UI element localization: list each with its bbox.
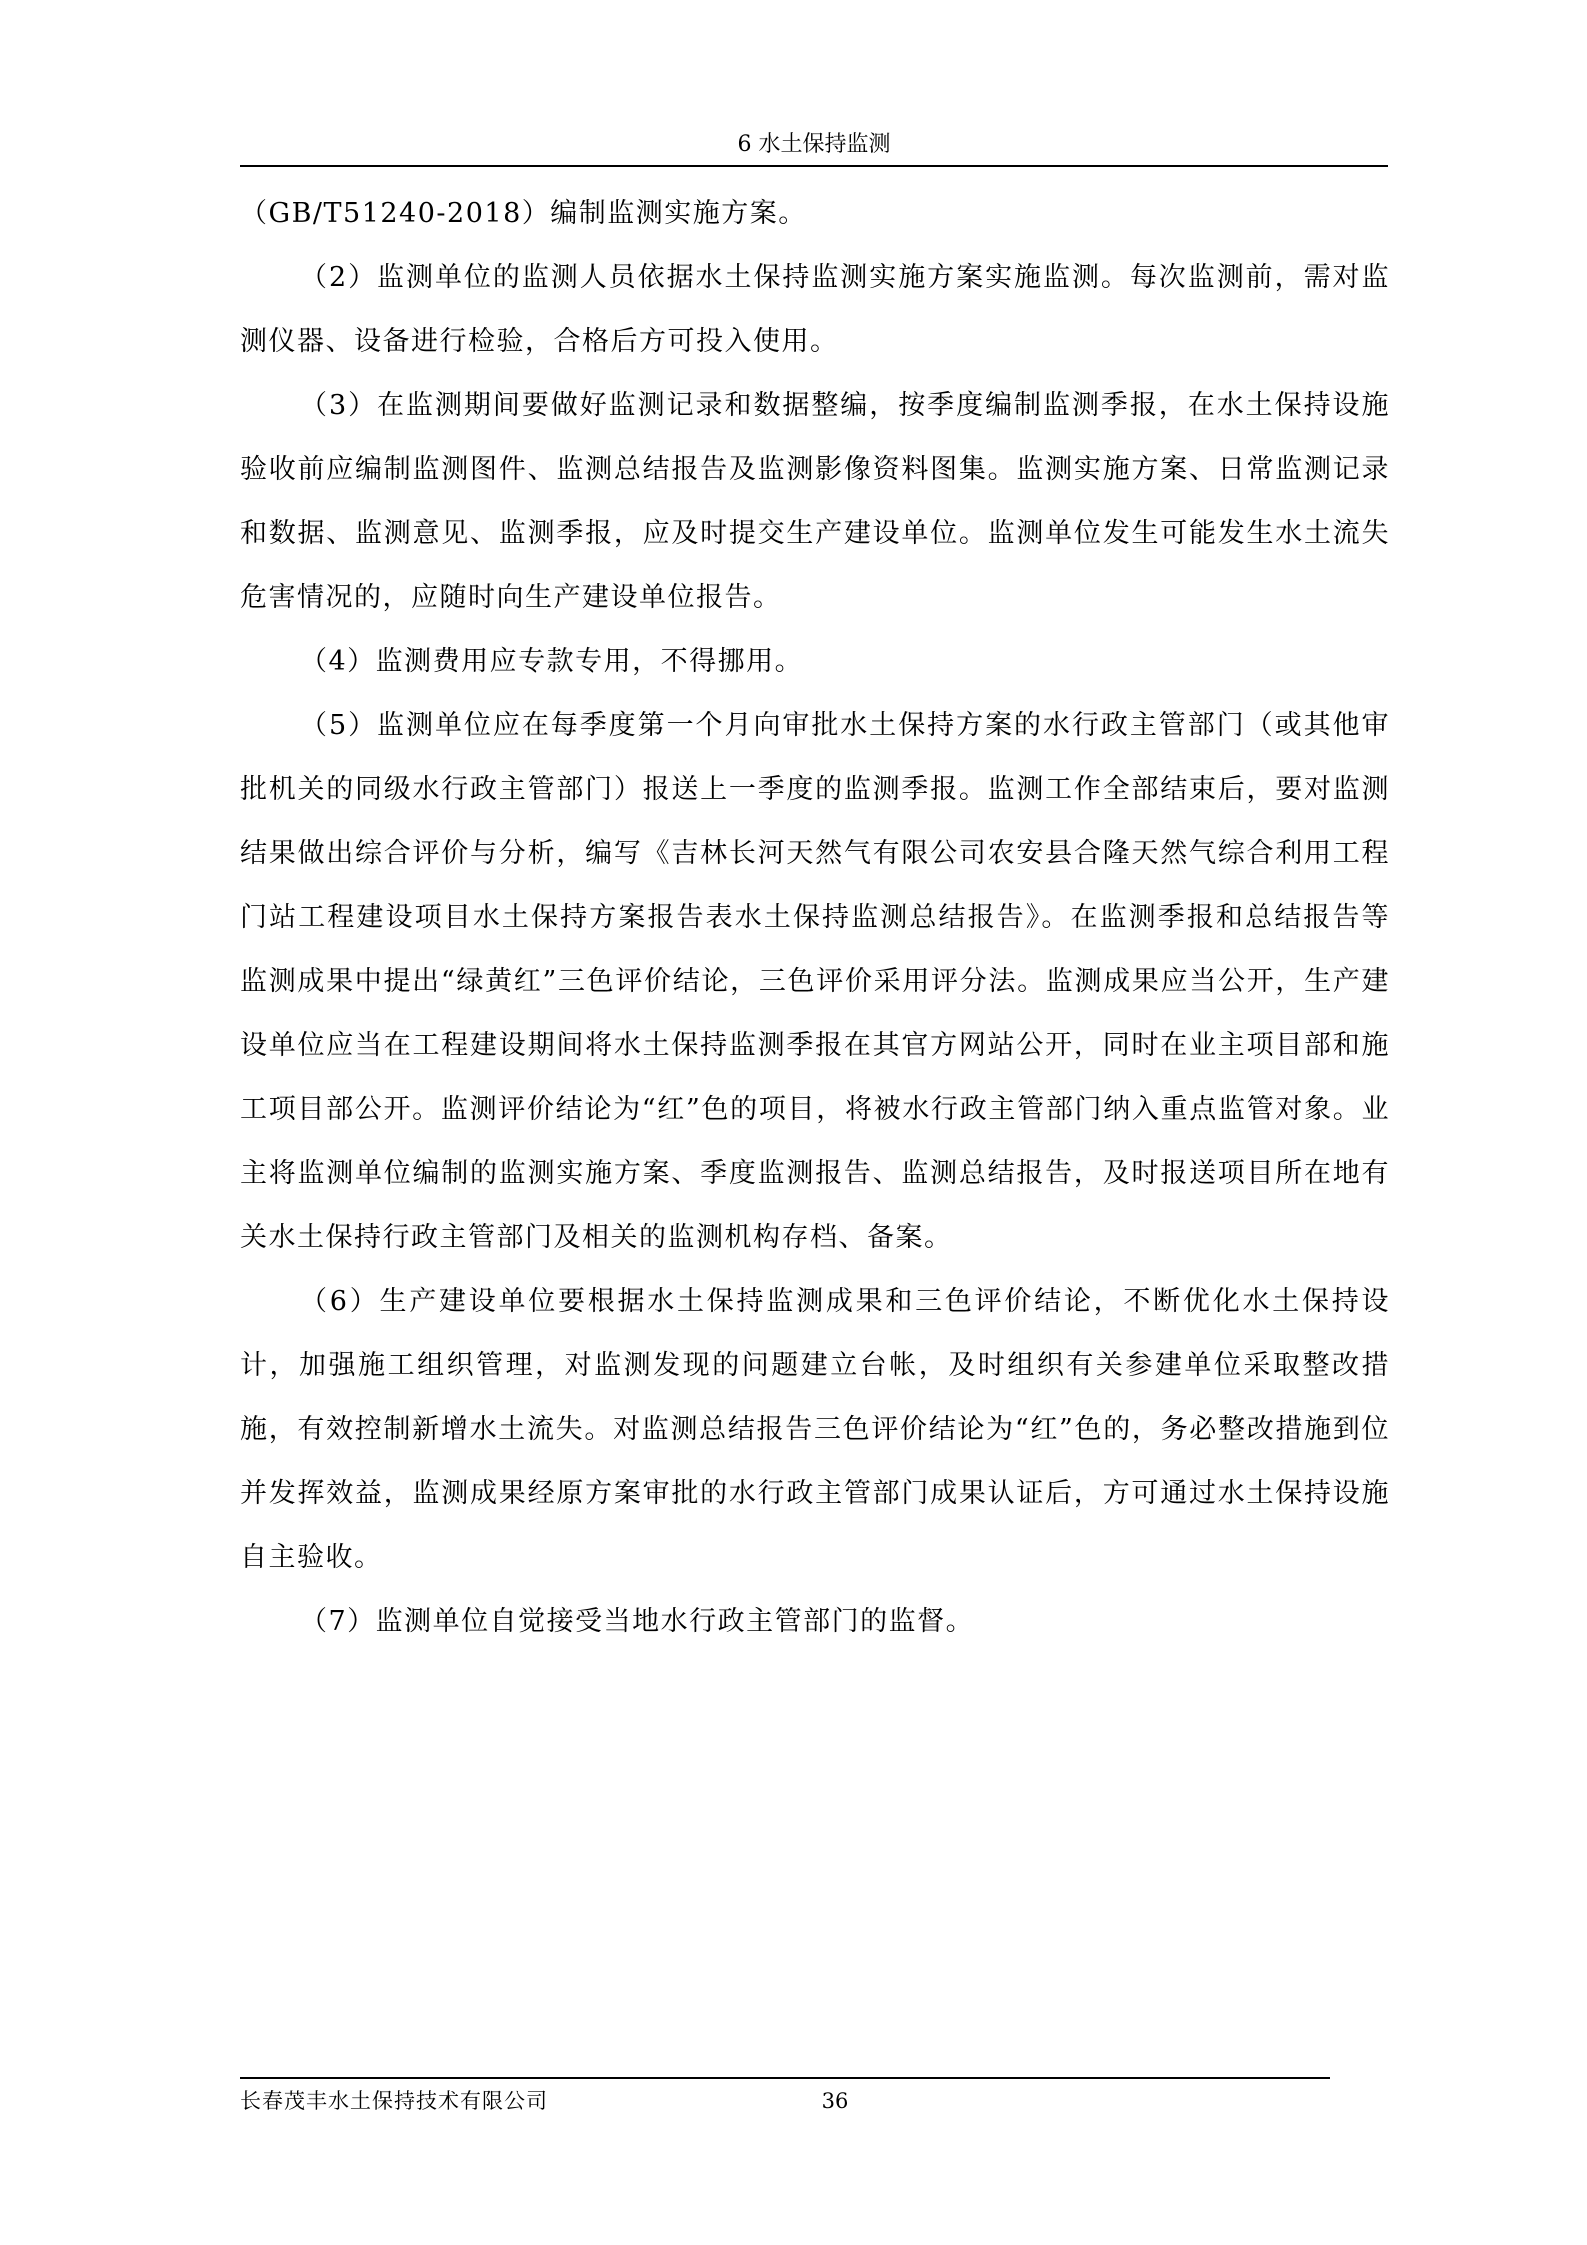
paragraph-item-3: （3）在监测期间要做好监测记录和数据整编，按季度编制监测季报，在水土保持设施验收前应编制监测图件、监测总结报告及监测影像资料图集。监测实施方案、日常监测记录和数据、监测意见、监测季报，应及时提交生产建设单位。监测单位发生可能发生水土流失危害情况的，应随时向生产建设单位报告。 — [240, 390, 1390, 613]
page-header-title: 6 水土保持监测 — [737, 132, 891, 157]
page-number: 36 — [821, 2089, 849, 2113]
footer-company-name: 长春茂丰水土保持技术有限公司 — [240, 2089, 548, 2113]
paragraph-item-5: （5）监测单位应在每季度第一个月向审批水土保持方案的水行政主管部门（或其他审批机关的同级水行政主管部门）报送上一季度的监测季报。监测工作全部结束后，要对监测结果做出综合评价与分析，编写《吉林长河天然气有限公司农安县合隆天然气综合利用工程门站工程建设项目水土保持方案报告表水土保持监测总结报告》。在监测季报和总结报告等监测成果中提出“绿黄红”三色评价结论，三色评价采用评分法。监测成果应当公开，生产建设单位应当在工程建设期间将水土保持监测季报在其官方网站公开，同时在业主项目部和施工项目部公开。监测评价结论为“红”色的项目，将被水行政主管部门纳入重点监管对象。业主将监测单位编制的监测实施方案、季度监测报告、监测总结报告，及时报送项目所在地有关水土保持行政主管部门及相关的监测机构存档、备案。 — [240, 710, 1390, 1253]
paragraph-item-7: （7）监测单位自觉接受当地水行政主管部门的监督。 — [300, 1606, 975, 1637]
paragraph-item-4: （4）监测费用应专款专用，不得挪用。 — [300, 646, 804, 677]
header-divider — [240, 165, 1388, 167]
paragraph-item-2: （2）监测单位的监测人员依据水土保持监测实施方案实施监测。每次监测前，需对监测仪器、设备进行检验，合格后方可投入使用。 — [240, 262, 1390, 357]
document-body — [240, 182, 1390, 1654]
paragraph-continuation: （GB/T51240-2018）编制监测实施方案。 — [240, 198, 807, 229]
paragraph-item-6: （6）生产建设单位要根据水土保持监测成果和三色评价结论，不断优化水土保持设计，加强施工组织管理，对监测发现的问题建立台帐，及时组织有关参建单位采取整改措施，有效控制新增水土流失。对监测总结报告三色评价结论为“红”色的，务必整改措施到位并发挥效益，监测成果经原方案审批的水行政主管部门成果认证后，方可通过水土保持设施自主验收。 — [240, 1286, 1390, 1573]
footer-divider — [240, 2077, 1330, 2079]
